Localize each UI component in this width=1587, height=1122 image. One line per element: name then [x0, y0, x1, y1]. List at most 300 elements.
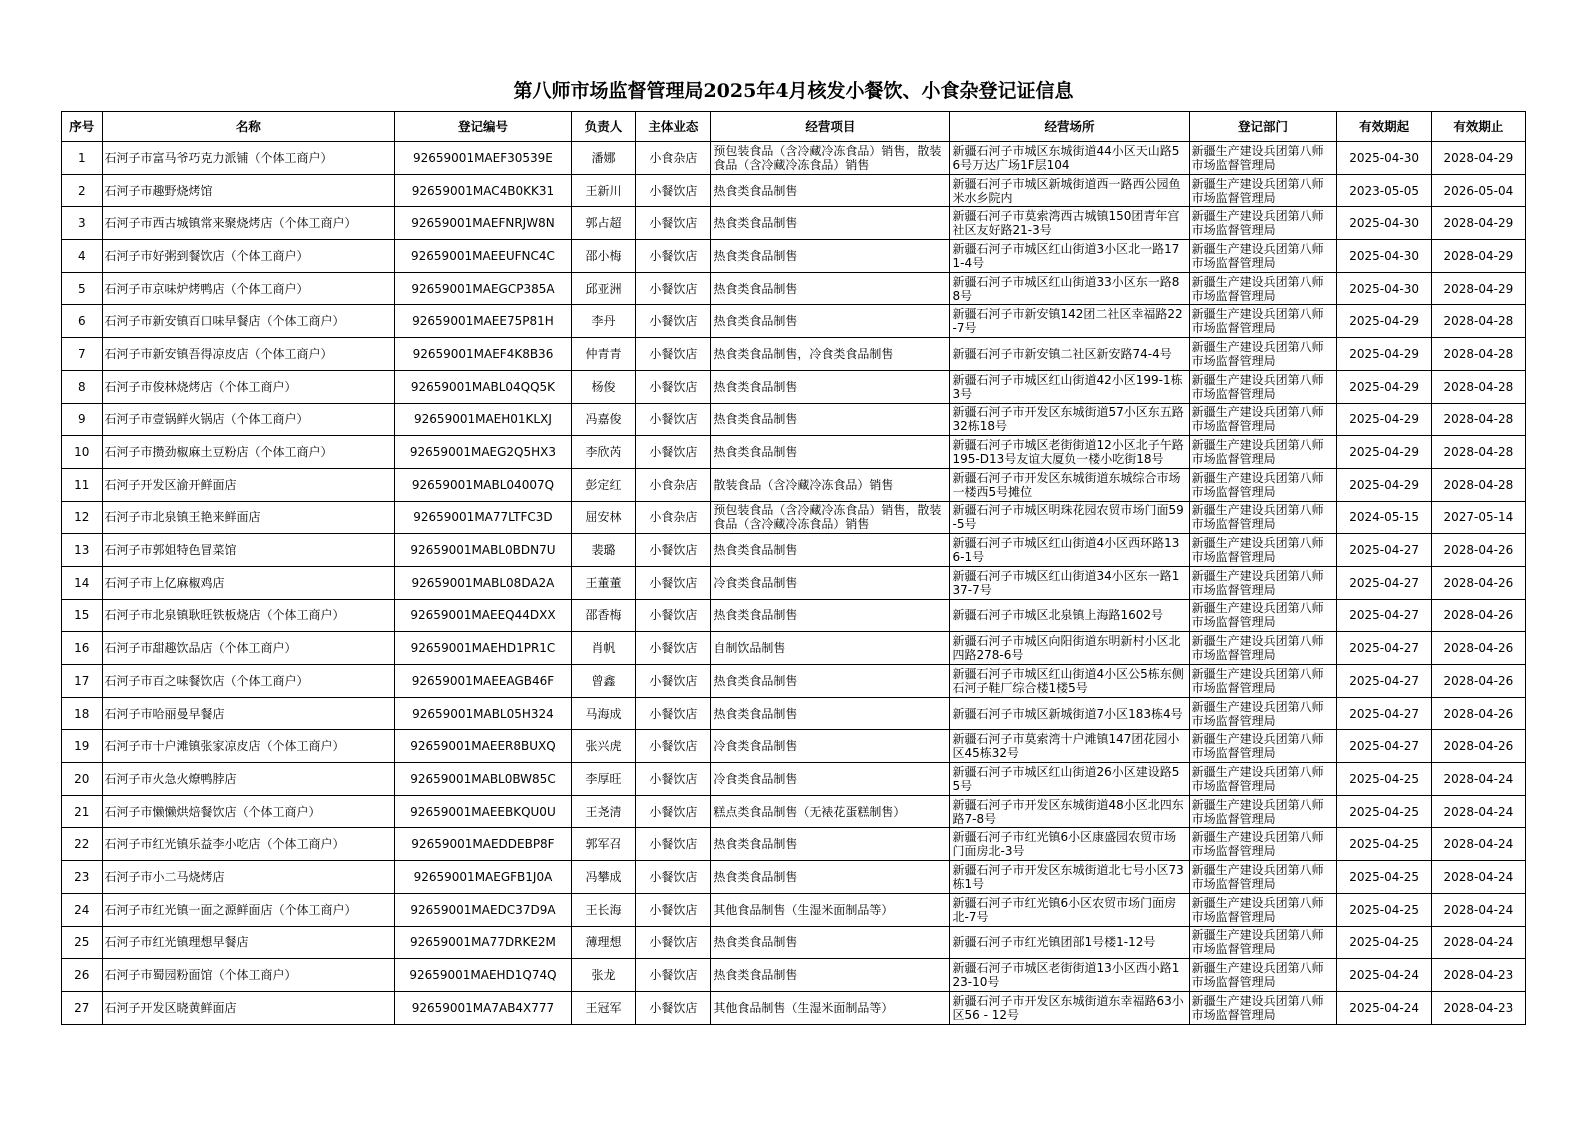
row-number-cell: 7	[62, 338, 103, 371]
registration-code-cell: 92659001MAEHD1PR1C	[395, 632, 571, 665]
business-place-cell: 新疆石河子市城区老街街道12小区北子午路195-D13号友谊大厦负一楼小吃街18号	[950, 436, 1189, 469]
business-type-cell: 小餐饮店	[636, 926, 711, 959]
business-items-cell: 热食类食品制售	[711, 697, 950, 730]
business-items-cell: 其他食品制售（生湿米面制品等）	[711, 991, 950, 1024]
business-place-cell: 新疆石河子市城区新城街道7小区183栋4号	[950, 697, 1189, 730]
valid-from-cell: 2025-04-27	[1337, 730, 1431, 763]
valid-from-cell: 2025-04-30	[1337, 207, 1431, 240]
valid-to-cell: 2028-04-28	[1431, 305, 1525, 338]
valid-to-cell: 2028-04-29	[1431, 207, 1525, 240]
valid-to-cell: 2028-04-26	[1431, 665, 1525, 698]
registration-code-cell: 92659001MAEE75P81H	[395, 305, 571, 338]
name-cell: 石河子市京味炉烤鸭店（个体工商户）	[102, 272, 395, 305]
department-cell: 新疆生产建设兵团第八师市场监督管理局	[1189, 240, 1337, 273]
business-place-cell: 新疆石河子市开发区东城街道北七号小区73栋1号	[950, 861, 1189, 894]
registration-code-cell: 92659001MABL08DA2A	[395, 566, 571, 599]
name-cell: 石河子市新安镇百口味早餐店（个体工商户）	[102, 305, 395, 338]
column-header: 名称	[102, 112, 395, 142]
column-header: 主体业态	[636, 112, 711, 142]
table-row	[62, 566, 1526, 599]
business-items-cell: 热食类食品制售	[711, 403, 950, 436]
name-cell: 石河子市小二马烧烤店	[102, 861, 395, 894]
business-items-cell: 冷食类食品制售	[711, 730, 950, 763]
business-place-cell: 新疆石河子市开发区东城街道48小区北四东路7-8号	[950, 795, 1189, 828]
valid-from-cell: 2025-04-25	[1337, 926, 1431, 959]
valid-from-cell: 2025-04-30	[1337, 272, 1431, 305]
business-type-cell: 小食杂店	[636, 142, 711, 175]
business-type-cell: 小餐饮店	[636, 697, 711, 730]
department-cell: 新疆生产建设兵团第八师市场监督管理局	[1189, 338, 1337, 371]
valid-from-cell: 2025-04-25	[1337, 828, 1431, 861]
business-type-cell: 小餐饮店	[636, 207, 711, 240]
row-number-cell: 12	[62, 501, 103, 534]
department-cell: 新疆生产建设兵团第八师市场监督管理局	[1189, 763, 1337, 796]
row-number-cell: 26	[62, 959, 103, 992]
valid-from-cell: 2025-04-30	[1337, 240, 1431, 273]
valid-from-cell: 2025-04-24	[1337, 991, 1431, 1024]
department-cell: 新疆生产建设兵团第八师市场监督管理局	[1189, 305, 1337, 338]
table-row	[62, 599, 1526, 632]
business-items-cell: 糕点类食品制售（无裱花蛋糕制售）	[711, 795, 950, 828]
table-row	[62, 370, 1526, 403]
business-items-cell: 冷食类食品制售	[711, 566, 950, 599]
person-in-charge-cell: 冯嘉俊	[571, 403, 636, 436]
name-cell: 石河子市俊林烧烤店（个体工商户）	[102, 370, 395, 403]
row-number-cell: 22	[62, 828, 103, 861]
valid-from-cell: 2025-04-27	[1337, 534, 1431, 567]
business-place-cell: 新疆石河子市城区红山街道34小区东一路137-7号	[950, 566, 1189, 599]
business-place-cell: 新疆石河子市城区明珠花园农贸市场门面59-5号	[950, 501, 1189, 534]
row-number-cell: 14	[62, 566, 103, 599]
business-place-cell: 新疆石河子市城区红山街道4小区西环路136-1号	[950, 534, 1189, 567]
table-row	[62, 991, 1526, 1024]
name-cell: 石河子市西古城镇常来聚烧烤店（个体工商户）	[102, 207, 395, 240]
name-cell: 石河子市攒劲椒麻土豆粉店（个体工商户）	[102, 436, 395, 469]
row-number-cell: 2	[62, 174, 103, 207]
person-in-charge-cell: 王董董	[571, 566, 636, 599]
department-cell: 新疆生产建设兵团第八师市场监督管理局	[1189, 501, 1337, 534]
business-items-cell: 冷食类食品制售	[711, 763, 950, 796]
business-place-cell: 新疆石河子市红光镇6小区农贸市场门面房北-7号	[950, 893, 1189, 926]
person-in-charge-cell: 仲青青	[571, 338, 636, 371]
row-number-cell: 9	[62, 403, 103, 436]
registration-code-cell: 92659001MA77LTFC3D	[395, 501, 571, 534]
business-items-cell: 热食类食品制售	[711, 305, 950, 338]
business-type-cell: 小餐饮店	[636, 370, 711, 403]
name-cell: 石河子市北泉镇王艳来鲜面店	[102, 501, 395, 534]
department-cell: 新疆生产建设兵团第八师市场监督管理局	[1189, 534, 1337, 567]
registration-code-cell: 92659001MAEEQ44DXX	[395, 599, 571, 632]
business-place-cell: 新疆石河子市城区红山街道4小区公5栋东侧石河子鞋厂综合楼1楼5号	[950, 665, 1189, 698]
name-cell: 石河子市趣野烧烤馆	[102, 174, 395, 207]
business-type-cell: 小餐饮店	[636, 632, 711, 665]
name-cell: 石河子市懒懒烘焙餐饮店（个体工商户）	[102, 795, 395, 828]
valid-to-cell: 2028-04-24	[1431, 828, 1525, 861]
business-type-cell: 小餐饮店	[636, 861, 711, 894]
row-number-cell: 21	[62, 795, 103, 828]
registration-code-cell: 92659001MAEDC37D9A	[395, 893, 571, 926]
column-header: 序号	[62, 112, 103, 142]
table-row	[62, 142, 1526, 175]
row-number-cell: 24	[62, 893, 103, 926]
valid-from-cell: 2025-04-29	[1337, 338, 1431, 371]
row-number-cell: 15	[62, 599, 103, 632]
name-cell: 石河子市上亿麻椒鸡店	[102, 566, 395, 599]
table-row	[62, 305, 1526, 338]
table-row	[62, 468, 1526, 501]
valid-from-cell: 2025-04-25	[1337, 893, 1431, 926]
person-in-charge-cell: 王冠军	[571, 991, 636, 1024]
valid-from-cell: 2025-04-29	[1337, 305, 1431, 338]
column-header: 登记编号	[395, 112, 571, 142]
department-cell: 新疆生产建设兵团第八师市场监督管理局	[1189, 828, 1337, 861]
business-place-cell: 新疆石河子市莫索湾十户滩镇147团花园小区45栋32号	[950, 730, 1189, 763]
registration-code-cell: 92659001MAEF30539E	[395, 142, 571, 175]
table-row	[62, 174, 1526, 207]
valid-to-cell: 2028-04-28	[1431, 338, 1525, 371]
table-row	[62, 240, 1526, 273]
valid-to-cell: 2028-04-24	[1431, 926, 1525, 959]
person-in-charge-cell: 张龙	[571, 959, 636, 992]
table-body	[62, 142, 1526, 1025]
column-header: 经营项目	[711, 112, 950, 142]
valid-from-cell: 2025-04-27	[1337, 632, 1431, 665]
business-place-cell: 新疆石河子市新安镇二社区新安路74-4号	[950, 338, 1189, 371]
business-items-cell: 热食类食品制售	[711, 534, 950, 567]
name-cell: 石河子开发区渝开鲜面店	[102, 468, 395, 501]
table-row	[62, 632, 1526, 665]
table-row	[62, 436, 1526, 469]
row-number-cell: 6	[62, 305, 103, 338]
valid-to-cell: 2028-04-28	[1431, 403, 1525, 436]
department-cell: 新疆生产建设兵团第八师市场监督管理局	[1189, 926, 1337, 959]
business-items-cell: 热食类食品制售	[711, 370, 950, 403]
business-type-cell: 小餐饮店	[636, 959, 711, 992]
business-place-cell: 新疆石河子市开发区东城街道东幸福路63小区56 - 12号	[950, 991, 1189, 1024]
table-row	[62, 403, 1526, 436]
business-type-cell: 小餐饮店	[636, 403, 711, 436]
business-items-cell: 其他食品制售（生湿米面制品等）	[711, 893, 950, 926]
row-number-cell: 8	[62, 370, 103, 403]
registration-code-cell: 92659001MAEEUFNC4C	[395, 240, 571, 273]
valid-to-cell: 2028-04-24	[1431, 861, 1525, 894]
row-number-cell: 27	[62, 991, 103, 1024]
valid-from-cell: 2025-04-27	[1337, 665, 1431, 698]
business-type-cell: 小餐饮店	[636, 828, 711, 861]
registration-code-cell: 92659001MAEEBKQU0U	[395, 795, 571, 828]
person-in-charge-cell: 薄理想	[571, 926, 636, 959]
business-place-cell: 新疆石河子市城区东城街道44小区天山路56号万达广场1F层104	[950, 142, 1189, 175]
table-row	[62, 338, 1526, 371]
row-number-cell: 16	[62, 632, 103, 665]
department-cell: 新疆生产建设兵团第八师市场监督管理局	[1189, 991, 1337, 1024]
registration-code-cell: 92659001MAEHD1Q74Q	[395, 959, 571, 992]
business-type-cell: 小餐饮店	[636, 763, 711, 796]
valid-to-cell: 2028-04-23	[1431, 959, 1525, 992]
name-cell: 石河子市火急火燎鸭脖店	[102, 763, 395, 796]
column-header: 经营场所	[950, 112, 1189, 142]
valid-to-cell: 2028-04-26	[1431, 730, 1525, 763]
valid-to-cell: 2028-04-28	[1431, 370, 1525, 403]
person-in-charge-cell: 郭占超	[571, 207, 636, 240]
business-items-cell: 预包装食品（含冷藏冷冻食品）销售，散装食品（含冷藏冷冻食品）销售	[711, 142, 950, 175]
column-header: 登记部门	[1189, 112, 1337, 142]
business-place-cell: 新疆石河子市城区红山街道3小区北一路171-4号	[950, 240, 1189, 273]
row-number-cell: 3	[62, 207, 103, 240]
table-row	[62, 730, 1526, 763]
name-cell: 石河子市富马爷巧克力派铺（个体工商户）	[102, 142, 395, 175]
valid-from-cell: 2023-05-05	[1337, 174, 1431, 207]
column-header: 有效期起	[1337, 112, 1431, 142]
registration-code-cell: 92659001MABL04007Q	[395, 468, 571, 501]
business-type-cell: 小餐饮店	[636, 665, 711, 698]
business-type-cell: 小餐饮店	[636, 305, 711, 338]
table-row	[62, 763, 1526, 796]
person-in-charge-cell: 杨俊	[571, 370, 636, 403]
table-row	[62, 272, 1526, 305]
table-row	[62, 795, 1526, 828]
department-cell: 新疆生产建设兵团第八师市场监督管理局	[1189, 566, 1337, 599]
registration-code-cell: 92659001MABL05H324	[395, 697, 571, 730]
person-in-charge-cell: 邵香梅	[571, 599, 636, 632]
person-in-charge-cell: 王新川	[571, 174, 636, 207]
valid-from-cell: 2025-04-24	[1337, 959, 1431, 992]
row-number-cell: 4	[62, 240, 103, 273]
registration-code-cell: 92659001MAEFNRJW8N	[395, 207, 571, 240]
valid-to-cell: 2028-04-23	[1431, 991, 1525, 1024]
valid-from-cell: 2024-05-15	[1337, 501, 1431, 534]
business-place-cell: 新疆石河子市开发区东城街道东城综合市场一楼西5号摊位	[950, 468, 1189, 501]
business-items-cell: 自制饮品制售	[711, 632, 950, 665]
table-row	[62, 665, 1526, 698]
column-header: 负责人	[571, 112, 636, 142]
row-number-cell: 1	[62, 142, 103, 175]
row-number-cell: 17	[62, 665, 103, 698]
registration-code-cell: 92659001MAEEAGB46F	[395, 665, 571, 698]
department-cell: 新疆生产建设兵团第八师市场监督管理局	[1189, 436, 1337, 469]
department-cell: 新疆生产建设兵团第八师市场监督管理局	[1189, 893, 1337, 926]
business-place-cell: 新疆石河子市城区新城街道西一路西公园鱼米水乡院内	[950, 174, 1189, 207]
business-items-cell: 热食类食品制售	[711, 272, 950, 305]
table-row	[62, 501, 1526, 534]
department-cell: 新疆生产建设兵团第八师市场监督管理局	[1189, 861, 1337, 894]
business-place-cell: 新疆石河子市城区老街街道13小区西小路123-10号	[950, 959, 1189, 992]
table-row	[62, 959, 1526, 992]
business-type-cell: 小餐饮店	[636, 436, 711, 469]
business-items-cell: 热食类食品制售	[711, 926, 950, 959]
row-number-cell: 13	[62, 534, 103, 567]
valid-to-cell: 2028-04-26	[1431, 632, 1525, 665]
person-in-charge-cell: 肖帆	[571, 632, 636, 665]
name-cell: 石河子市甜趣饮品店（个体工商户）	[102, 632, 395, 665]
person-in-charge-cell: 屈安林	[571, 501, 636, 534]
business-type-cell: 小餐饮店	[636, 534, 711, 567]
table-row	[62, 534, 1526, 567]
valid-from-cell: 2025-04-25	[1337, 861, 1431, 894]
business-items-cell: 热食类食品制售	[711, 436, 950, 469]
business-items-cell: 热食类食品制售	[711, 174, 950, 207]
person-in-charge-cell: 李欣芮	[571, 436, 636, 469]
row-number-cell: 23	[62, 861, 103, 894]
valid-to-cell: 2028-04-24	[1431, 893, 1525, 926]
registration-code-cell: 92659001MAEG2Q5HX3	[395, 436, 571, 469]
business-place-cell: 新疆石河子市红光镇6小区康盛园农贸市场门面房北-3号	[950, 828, 1189, 861]
valid-from-cell: 2025-04-29	[1337, 403, 1431, 436]
registration-code-cell: 92659001MABL0BW85C	[395, 763, 571, 796]
department-cell: 新疆生产建设兵团第八师市场监督管理局	[1189, 665, 1337, 698]
business-type-cell: 小餐饮店	[636, 795, 711, 828]
business-type-cell: 小餐饮店	[636, 566, 711, 599]
valid-to-cell: 2028-04-24	[1431, 763, 1525, 796]
business-place-cell: 新疆石河子市城区向阳街道东明新村小区北四路278-6号	[950, 632, 1189, 665]
person-in-charge-cell: 李丹	[571, 305, 636, 338]
valid-from-cell: 2025-04-25	[1337, 763, 1431, 796]
name-cell: 石河子市蜀园粉面馆（个体工商户）	[102, 959, 395, 992]
registration-code-cell: 92659001MABL04QQ5K	[395, 370, 571, 403]
department-cell: 新疆生产建设兵团第八师市场监督管理局	[1189, 730, 1337, 763]
person-in-charge-cell: 邵小梅	[571, 240, 636, 273]
name-cell: 石河子市郭姐特色冒菜馆	[102, 534, 395, 567]
department-cell: 新疆生产建设兵团第八师市场监督管理局	[1189, 403, 1337, 436]
department-cell: 新疆生产建设兵团第八师市场监督管理局	[1189, 795, 1337, 828]
person-in-charge-cell: 曾鑫	[571, 665, 636, 698]
table-row	[62, 207, 1526, 240]
department-cell: 新疆生产建设兵团第八师市场监督管理局	[1189, 174, 1337, 207]
valid-from-cell: 2025-04-25	[1337, 795, 1431, 828]
business-type-cell: 小餐饮店	[636, 272, 711, 305]
table-row	[62, 926, 1526, 959]
person-in-charge-cell: 冯攀成	[571, 861, 636, 894]
registration-table	[61, 111, 1526, 1025]
business-type-cell: 小餐饮店	[636, 730, 711, 763]
person-in-charge-cell: 王长海	[571, 893, 636, 926]
business-place-cell: 新疆石河子市开发区东城街道57小区东五路32栋18号	[950, 403, 1189, 436]
row-number-cell: 25	[62, 926, 103, 959]
business-type-cell: 小餐饮店	[636, 174, 711, 207]
name-cell: 石河子市十户滩镇张家凉皮店（个体工商户）	[102, 730, 395, 763]
business-place-cell: 新疆石河子市城区北泉镇上海路1602号	[950, 599, 1189, 632]
department-cell: 新疆生产建设兵团第八师市场监督管理局	[1189, 370, 1337, 403]
valid-from-cell: 2025-04-29	[1337, 436, 1431, 469]
valid-to-cell: 2028-04-26	[1431, 534, 1525, 567]
business-items-cell: 热食类食品制售	[711, 599, 950, 632]
row-number-cell: 5	[62, 272, 103, 305]
registration-code-cell: 92659001MAEDDEBP8F	[395, 828, 571, 861]
row-number-cell: 18	[62, 697, 103, 730]
valid-to-cell: 2028-04-29	[1431, 240, 1525, 273]
page-title: 第八师市场监督管理局2025年4月核发小餐饮、小食杂登记证信息	[513, 80, 1074, 102]
registration-code-cell: 92659001MAEH01KLXJ	[395, 403, 571, 436]
department-cell: 新疆生产建设兵团第八师市场监督管理局	[1189, 632, 1337, 665]
valid-from-cell: 2025-04-29	[1337, 468, 1431, 501]
valid-to-cell: 2028-04-24	[1431, 795, 1525, 828]
table-row	[62, 697, 1526, 730]
valid-to-cell: 2028-04-26	[1431, 599, 1525, 632]
business-items-cell: 热食类食品制售，冷食类食品制售	[711, 338, 950, 371]
row-number-cell: 20	[62, 763, 103, 796]
row-number-cell: 10	[62, 436, 103, 469]
valid-to-cell: 2028-04-26	[1431, 566, 1525, 599]
department-cell: 新疆生产建设兵团第八师市场监督管理局	[1189, 207, 1337, 240]
business-items-cell: 热食类食品制售	[711, 240, 950, 273]
department-cell: 新疆生产建设兵团第八师市场监督管理局	[1189, 599, 1337, 632]
name-cell: 石河子市百之味餐饮店（个体工商户）	[102, 665, 395, 698]
row-number-cell: 11	[62, 468, 103, 501]
valid-from-cell: 2025-04-27	[1337, 566, 1431, 599]
business-items-cell: 散装食品（含冷藏冷冻食品）销售	[711, 468, 950, 501]
row-number-cell: 19	[62, 730, 103, 763]
name-cell: 石河子市哈丽曼早餐店	[102, 697, 395, 730]
department-cell: 新疆生产建设兵团第八师市场监督管理局	[1189, 142, 1337, 175]
name-cell: 石河子市红光镇乐益李小吃店（个体工商户）	[102, 828, 395, 861]
name-cell: 石河子市北泉镇耿旺铁板烧店（个体工商户）	[102, 599, 395, 632]
business-items-cell: 预包装食品（含冷藏冷冻食品）销售，散装食品（含冷藏冷冻食品）销售	[711, 501, 950, 534]
department-cell: 新疆生产建设兵团第八师市场监督管理局	[1189, 272, 1337, 305]
valid-to-cell: 2028-04-28	[1431, 468, 1525, 501]
department-cell: 新疆生产建设兵团第八师市场监督管理局	[1189, 959, 1337, 992]
valid-to-cell: 2028-04-28	[1431, 436, 1525, 469]
business-place-cell: 新疆石河子市城区红山街道42小区199-1栋3号	[950, 370, 1189, 403]
department-cell: 新疆生产建设兵团第八师市场监督管理局	[1189, 697, 1337, 730]
person-in-charge-cell: 郭军召	[571, 828, 636, 861]
person-in-charge-cell: 马海成	[571, 697, 636, 730]
business-type-cell: 小餐饮店	[636, 893, 711, 926]
person-in-charge-cell: 李厚旺	[571, 763, 636, 796]
business-type-cell: 小餐饮店	[636, 240, 711, 273]
registration-code-cell: 92659001MAEF4K8B36	[395, 338, 571, 371]
table-row	[62, 861, 1526, 894]
person-in-charge-cell: 张兴虎	[571, 730, 636, 763]
business-items-cell: 热食类食品制售	[711, 207, 950, 240]
valid-from-cell: 2025-04-30	[1337, 142, 1431, 175]
person-in-charge-cell: 潘娜	[571, 142, 636, 175]
table-row	[62, 893, 1526, 926]
valid-from-cell: 2025-04-27	[1337, 599, 1431, 632]
business-place-cell: 新疆石河子市红光镇团部1号楼1-12号	[950, 926, 1189, 959]
valid-to-cell: 2028-04-29	[1431, 142, 1525, 175]
column-header: 有效期止	[1431, 112, 1525, 142]
business-place-cell: 新疆石河子市城区红山街道33小区东一路88号	[950, 272, 1189, 305]
table-header-row	[62, 112, 1526, 142]
business-type-cell: 小餐饮店	[636, 991, 711, 1024]
name-cell: 石河子开发区晓黄鲜面店	[102, 991, 395, 1024]
person-in-charge-cell: 裴璐	[571, 534, 636, 567]
registration-code-cell: 92659001MA7AB4X777	[395, 991, 571, 1024]
valid-from-cell: 2025-04-27	[1337, 697, 1431, 730]
registration-code-cell: 92659001MAEGFB1J0A	[395, 861, 571, 894]
business-items-cell: 热食类食品制售	[711, 959, 950, 992]
valid-to-cell: 2027-05-14	[1431, 501, 1525, 534]
name-cell: 石河子市壹锅鲜火锅店（个体工商户）	[102, 403, 395, 436]
business-items-cell: 热食类食品制售	[711, 828, 950, 861]
person-in-charge-cell: 邱亚洲	[571, 272, 636, 305]
table-row	[62, 828, 1526, 861]
department-cell: 新疆生产建设兵团第八师市场监督管理局	[1189, 468, 1337, 501]
business-place-cell: 新疆石河子市新安镇142团二社区幸福路22-7号	[950, 305, 1189, 338]
business-type-cell: 小餐饮店	[636, 338, 711, 371]
business-type-cell: 小食杂店	[636, 468, 711, 501]
person-in-charge-cell: 彭定红	[571, 468, 636, 501]
valid-to-cell: 2028-04-26	[1431, 697, 1525, 730]
registration-code-cell: 92659001MAC4B0KK31	[395, 174, 571, 207]
valid-from-cell: 2025-04-29	[1337, 370, 1431, 403]
name-cell: 石河子市新安镇吾得凉皮店（个体工商户）	[102, 338, 395, 371]
registration-code-cell: 92659001MABL0BDN7U	[395, 534, 571, 567]
valid-to-cell: 2026-05-04	[1431, 174, 1525, 207]
name-cell: 石河子市红光镇一面之源鲜面店（个体工商户）	[102, 893, 395, 926]
business-items-cell: 热食类食品制售	[711, 665, 950, 698]
person-in-charge-cell: 王尧清	[571, 795, 636, 828]
